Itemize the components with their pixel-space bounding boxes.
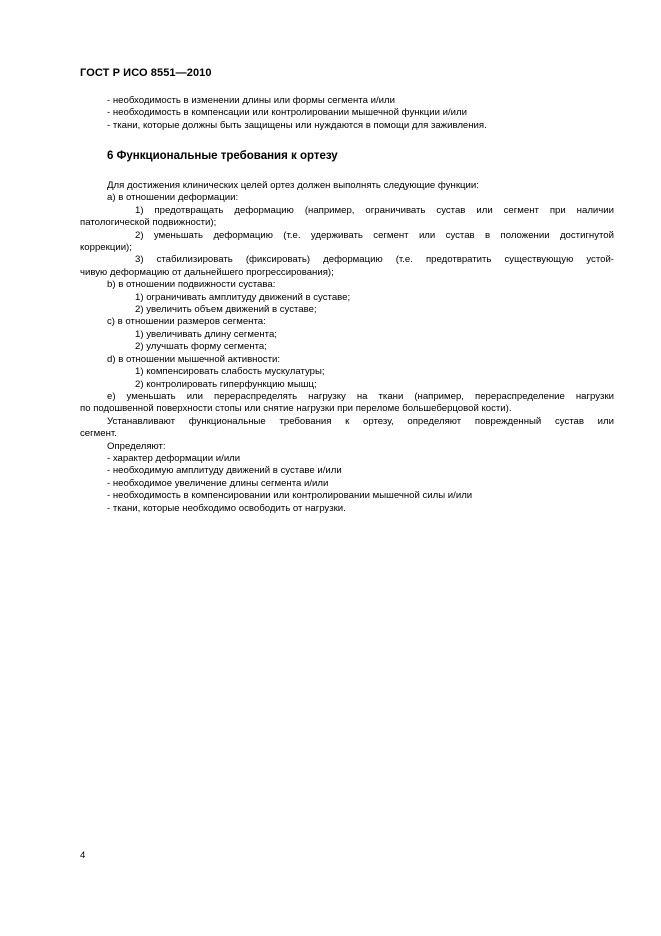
list-item: 1) увеличивать длину сегмента; [135,328,277,340]
paragraph-line: по подошвенной поверхности стопы или снятие нагрузки при переломе большеберцовой кости). [80,403,512,415]
paragraph-line: Определяют: [107,440,166,452]
list-item: c) в отношении размеров сегмента: [107,316,266,328]
paragraph-line: Устанавливают функциональные требования к ортезу, определяют поврежденный сустав или [107,415,614,427]
paragraph-line: сегмент. [80,428,117,440]
list-item: 1) компенсировать слабость мускулатуры; [135,366,325,378]
paragraph-line: коррекции); [80,242,132,254]
list-item: - необходимое увеличение длины сегмента и/или [107,477,329,489]
list-item: - необходимость в компенсировании или контролировании мышечной силы и/или [107,490,473,502]
section-heading: 6 Функциональные требования к ортезу [107,150,338,162]
list-item: - необходимую амплитуду движений в суставе и/или [107,465,342,477]
document-header: ГОСТ Р ИСО 8551—2010 [80,67,212,79]
list-item: d) в отношении мышечной активности: [107,353,281,365]
list-item: 2) уменьшать деформацию (т.е. удерживать сегмент или сустав в положении достигнутой [135,229,614,241]
list-item: 2) увеличить объем движений в суставе; [135,304,317,316]
list-item: 3) стабилизировать (фиксировать) деформацию (т.е. предотвратить существующую устой- [135,254,614,266]
list-item: 2) контролировать гиперфункцию мышц; [135,378,317,390]
list-item: - ткани, которые необходимо освободить от нагрузки. [107,502,346,514]
intro-list [80,95,614,132]
paragraph-line: Для достижения клинических целей ортез должен выполнять следующие функции: [107,180,479,191]
list-item: e) уменьшать или перераспределять нагрузку на ткани (например, перераспределение нагрузки [107,390,614,402]
page-number: 4 [80,850,86,861]
list-item: - характер деформации и/или [107,452,241,464]
section-body [80,180,614,515]
list-item: - необходимость в изменении длины или формы сегмента и/или [107,95,395,106]
paragraph-line: чивую деформацию от дальнейшего прогрессирования); [80,266,334,278]
list-item: - необходимость в компенсации или контролировании мышечной функции и/или [107,107,467,119]
list-item: - ткани, которые должны быть защищены или нуждаются в помощи для заживления. [107,119,487,131]
list-item: 2) улучшать форму сегмента; [135,341,267,353]
list-item: b) в отношении подвижности сустава: [107,279,276,291]
list-item: a) в отношении деформации: [107,192,239,204]
list-item: 1) ограничивать амплитуду движений в суставе; [135,291,351,303]
list-item: 1) предотвращать деформацию (например, ограничивать сустав или сегмент при наличии [135,204,614,216]
paragraph-line: патологической подвижности); [80,217,217,229]
